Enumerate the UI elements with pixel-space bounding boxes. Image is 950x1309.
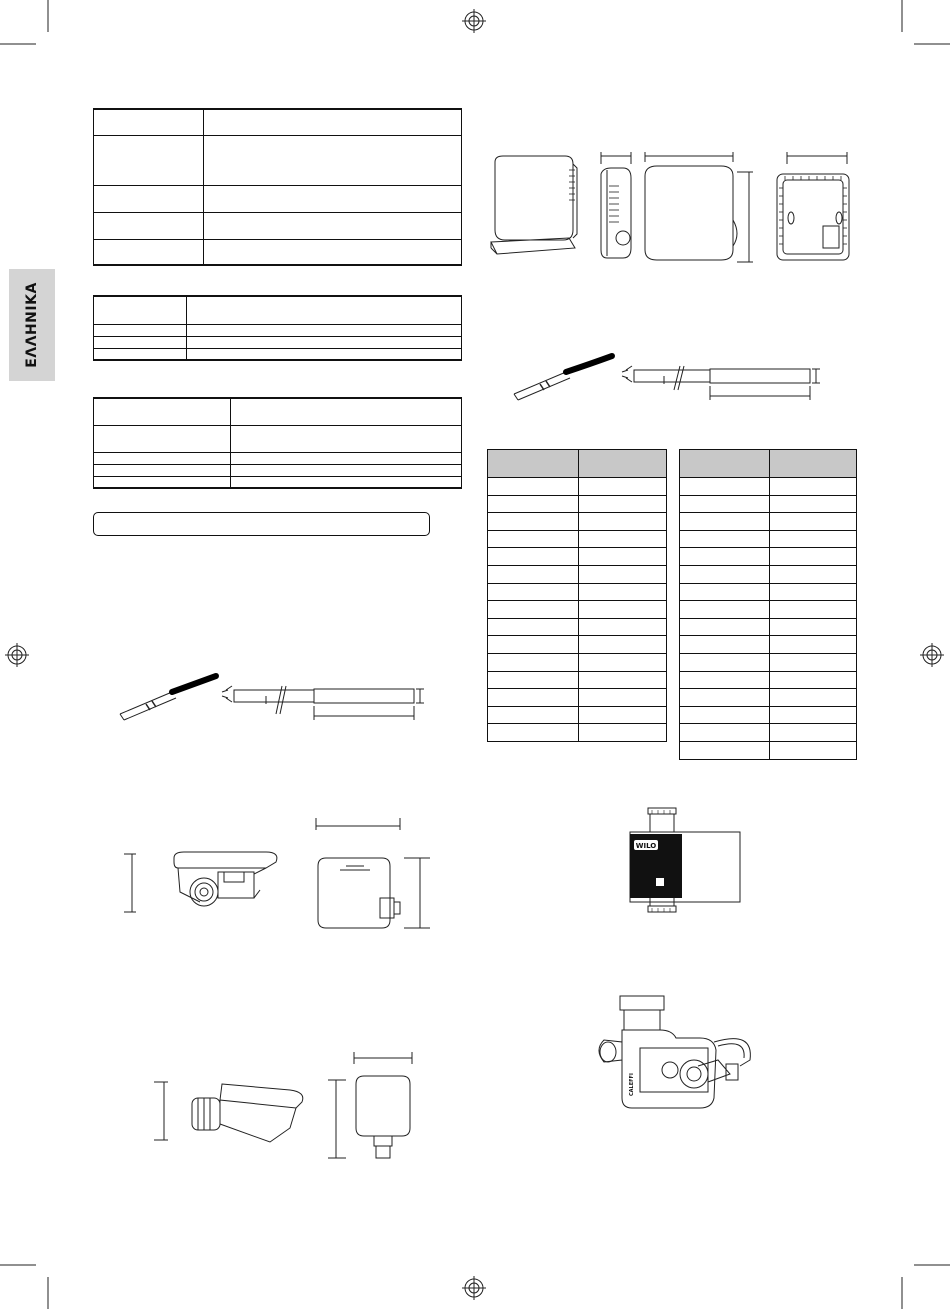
language-tab [9,269,55,381]
table-row [680,513,857,531]
table-cell [231,476,462,488]
table-cell [94,135,204,185]
table-row [94,296,462,324]
language-tab-label: ΕΛΛΗΝΙΚΑ [24,282,40,368]
pump-brand-label: WILO [635,842,657,850]
table-row [680,724,857,742]
table-row [680,618,857,636]
table-cell [204,185,462,212]
table-header-cell [579,450,667,478]
table-row [488,618,667,636]
table-cell [204,135,462,185]
registration-mark-top [462,9,486,33]
table-cell [204,239,462,265]
table-row [94,239,462,265]
table-row [488,636,667,654]
table-row [94,425,462,452]
room-unit-side [601,152,631,258]
room-unit-back [777,152,849,260]
table-row [680,530,857,548]
table-row [680,548,857,566]
table-row [94,476,462,488]
spec-table-3 [93,397,462,489]
table-row [94,464,462,476]
pipe-sensor-drawings [120,818,440,938]
table-cell [94,452,231,464]
table-cell [94,212,204,239]
table-row [488,530,667,548]
table-cell [94,348,187,360]
spec-table-2 [93,295,462,361]
probe-sensor-drawing-2 [118,670,438,730]
resistance-table-left [487,449,667,742]
valve-brand-label: CALEFFI [629,1073,635,1096]
table-row [488,653,667,671]
table-cell [94,324,187,336]
table-row [94,452,462,464]
registration-mark-left [5,643,29,667]
table-cell [187,348,462,360]
table-header-cell [770,450,857,478]
table-row [680,495,857,513]
table-cell [94,185,204,212]
table-row [680,478,857,496]
spec-table-1 [93,108,462,266]
room-unit-perspective [491,156,577,254]
table-cell [94,239,204,265]
table-row [94,109,462,135]
table-row [488,548,667,566]
table-cell [204,109,462,135]
registration-mark-bottom [462,1276,486,1300]
table-row [680,706,857,724]
table-cell [94,296,187,324]
table-row [680,636,857,654]
table-row [680,565,857,583]
table-cell [231,398,462,425]
table-row [488,583,667,601]
table-row [94,336,462,348]
room-unit-front [645,152,753,262]
table-row [488,495,667,513]
registration-mark-right [920,643,944,667]
table-row [680,671,857,689]
table-cell [187,296,462,324]
table-row [680,653,857,671]
table-header-cell [488,450,579,478]
table-row [680,741,857,759]
table-row [488,671,667,689]
outdoor-sensor-drawings [150,1050,430,1170]
mixing-valve-drawing [590,990,770,1120]
table-row [488,724,667,742]
table-header-row [680,450,857,478]
table-cell [204,212,462,239]
table-row [680,601,857,619]
table-row [94,324,462,336]
room-unit-drawings [485,150,865,270]
table-row [94,348,462,360]
probe-sensor-drawing-1 [510,350,830,410]
table-row [94,212,462,239]
table-header-row [488,450,667,478]
table-cell [94,109,204,135]
table-cell [187,324,462,336]
table-cell [187,336,462,348]
table-cell [94,476,231,488]
table-row [488,706,667,724]
table-row [94,135,462,185]
resistance-table-right [679,449,857,760]
table-row [488,478,667,496]
table-cell [94,398,231,425]
note-box [93,512,430,536]
table-row [94,398,462,425]
table-cell [231,452,462,464]
circulator-pump-drawing [610,806,750,926]
table-row [94,185,462,212]
table-row [680,583,857,601]
table-cell [94,336,187,348]
table-row [488,513,667,531]
table-row [488,601,667,619]
table-row [488,689,667,707]
table-header-cell [680,450,770,478]
table-row [680,689,857,707]
table-cell [94,464,231,476]
table-row [488,565,667,583]
table-cell [94,425,231,452]
table-cell [231,425,462,452]
table-cell [231,464,462,476]
